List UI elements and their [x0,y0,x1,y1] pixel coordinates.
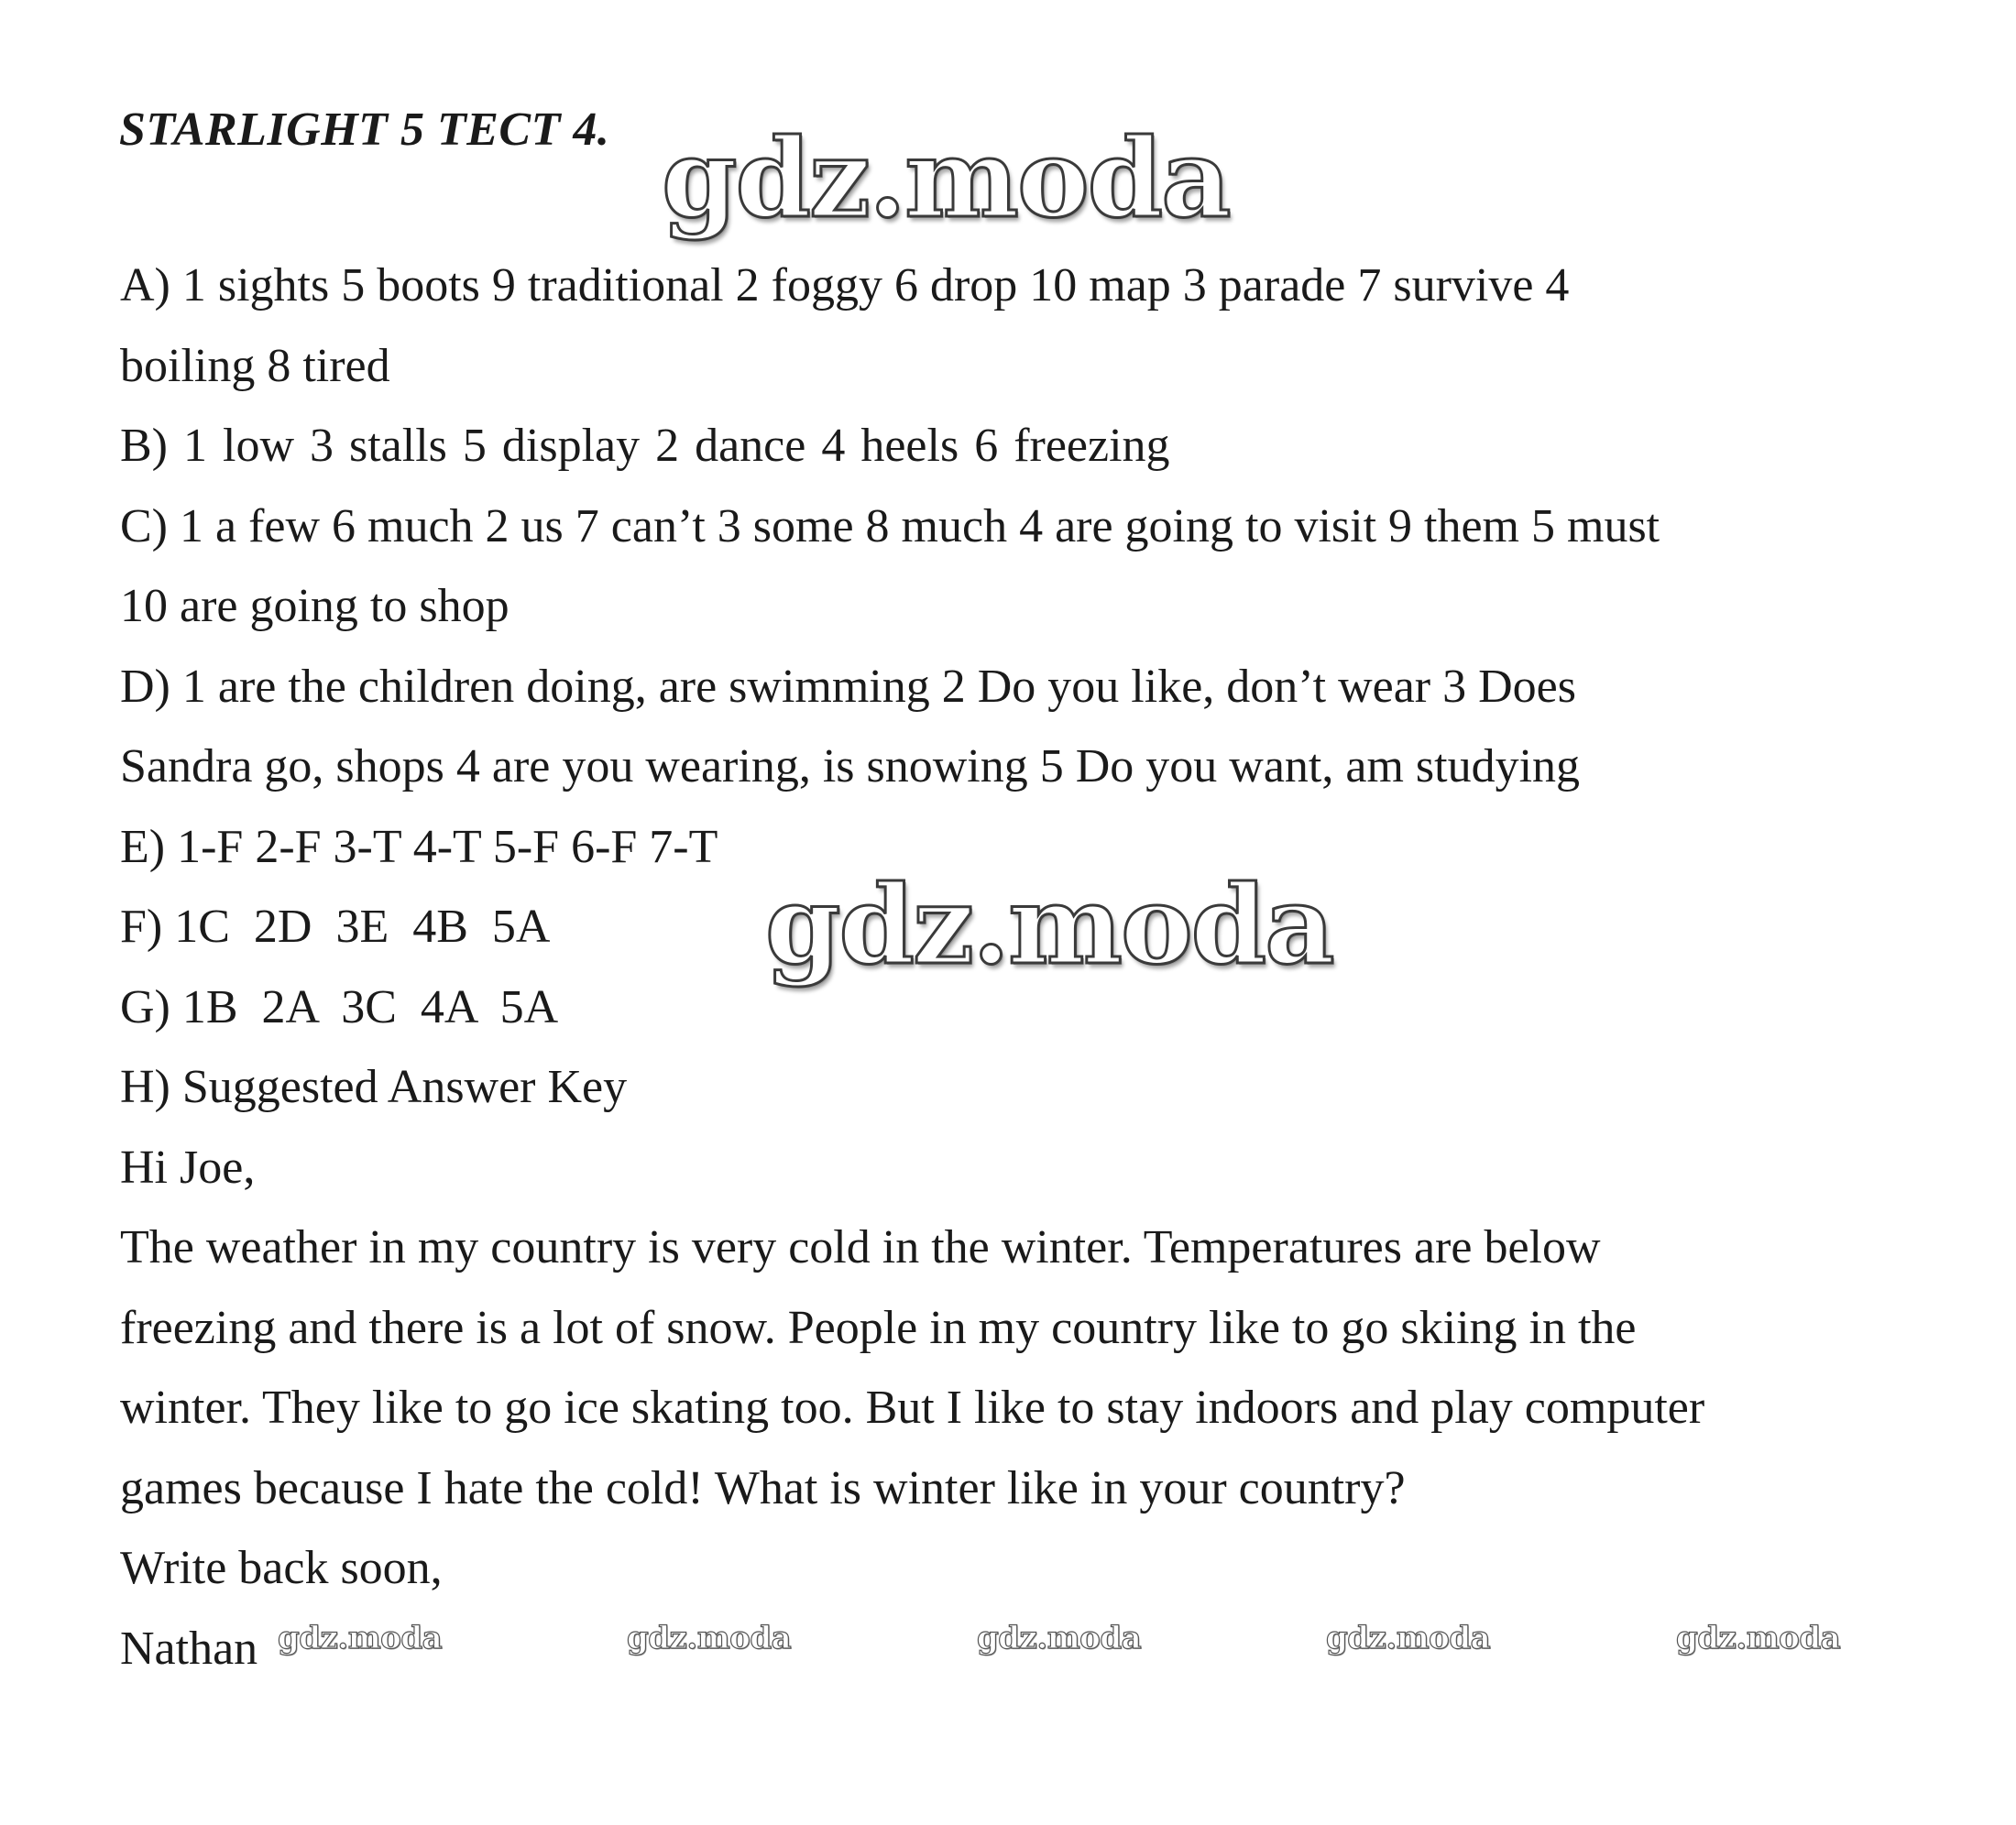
answer-line-g: G) 1B 2A 3C 4A 5A [120,980,559,1033]
answer-line-f: F) 1C 2D 3E 4B 5A [120,901,551,953]
letter-body-line: freezing and there is a lot of snow. People in my country like to go skiing in the [120,1301,1637,1354]
answer-line-d: D) 1 are the children doing, are swimming 2 Do you like, don’t wear 3 Does [120,660,1576,713]
answer-line-e: E) 1-F 2-F 3-T 4-T 5-F 6-F 7-T [120,820,718,873]
letter-body-line: winter. They like to go ice skating too. But I like to stay indoors and play computer [120,1382,1705,1434]
letter-closing: Write back soon, [120,1542,443,1594]
watermark-small: gdz.moda [977,1620,1142,1656]
watermark-small: gdz.moda [1326,1620,1491,1656]
answer-line-b: B) 1 low 3 stalls 5 display 2 dance 4 heels 6 freezing [120,420,1170,472]
watermark-logo: gdz.moda [765,861,1333,989]
watermark-small: gdz.moda [1676,1620,1841,1656]
letter-greeting: Hi Joe, [120,1141,256,1194]
watermark-small: gdz.moda [278,1620,443,1656]
answer-line-a-continued: boiling 8 tired [120,339,390,392]
watermark-logo: gdz.moda [662,115,1230,242]
answer-line-a: A) 1 sights 5 boots 9 traditional 2 foggy 6 drop 10 map 3 parade 7 survive 4 [120,259,1570,311]
letter-body-line: The weather in my country is very cold in the winter. Temperatures are below [120,1221,1601,1273]
answer-line-d-continued: Sandra go, shops 4 are you wearing, is snowing 5 Do you want, am studying [120,740,1581,792]
letter-signature: Nathan [120,1622,258,1675]
letter-body-line: games because I hate the cold! What is winter like in your country? [120,1461,1406,1514]
answer-line-h: H) Suggested Answer Key [120,1061,628,1113]
watermark-small: gdz.moda [627,1620,792,1656]
answer-line-c: C) 1 a few 6 much 2 us 7 can’t 3 some 8 much 4 are going to visit 9 them 5 must [120,499,1660,552]
answer-line-c-continued: 10 are going to shop [120,580,509,632]
page-title: STARLIGHT 5 TECT 4. [119,104,610,156]
